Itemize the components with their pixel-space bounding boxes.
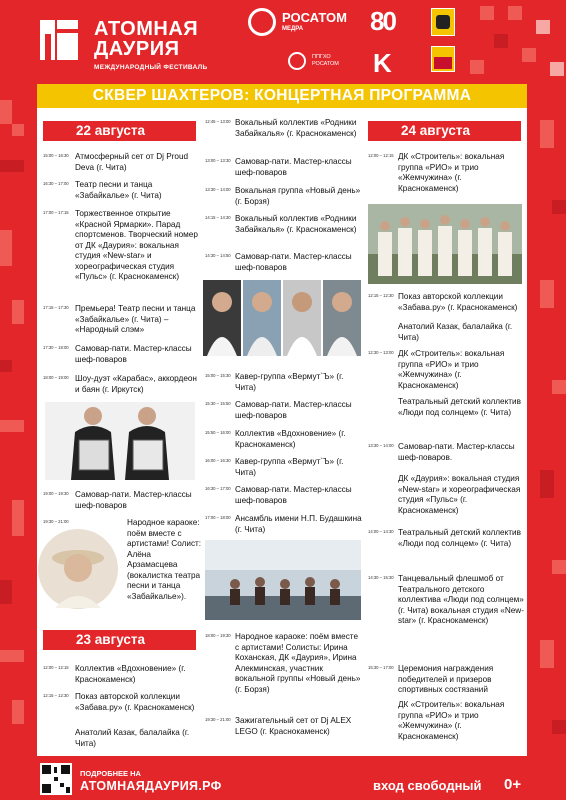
k-logo-icon: K xyxy=(373,48,392,78)
folk-group-photo xyxy=(368,204,522,284)
website-link[interactable]: АТОМНАЯДАУРИЯ.РФ xyxy=(80,779,222,793)
free-entry-label: вход свободный xyxy=(373,778,482,793)
festival-title: АТОМНАЯ ДАУРИЯ xyxy=(94,18,199,60)
rosatom-logo: РОСАТОМ МЕДРА xyxy=(248,8,358,38)
soloist-photo xyxy=(37,528,119,610)
program-banner: СКВЕР ШАХТЕРОВ: КОНЦЕРТНАЯ ПРОГРАММА xyxy=(37,84,527,108)
qr-code-icon[interactable] xyxy=(40,763,72,795)
rosatom-icon xyxy=(248,8,276,36)
chefs-photo xyxy=(203,280,361,356)
festival-subtitle: МЕЖДУНАРОДНЫЙ ФЕСТИВАЛЬ xyxy=(94,64,208,71)
ppgho-icon xyxy=(288,52,306,70)
age-rating-badge: 0+ xyxy=(504,776,522,793)
program-sheet: СКВЕР ШАХТЕРОВ: КОНЦЕРТНАЯ ПРОГРАММА 22 августа 15:00 – 16:30 Атмосферный сет от Dj Proud Deva (г. Чита) 16:30 – 17:00 Театр песни и танца «Забайкалье» (г. Чита) 17:00 – 17:15 Торжественное открытие «Красной Ярмарки». Парад спортсменов. Творческий номер от ДК «Даурия»: вокальная студия «New-star» и хореографическая студия «Пульс» (г. Краснокаменск) 17:15 – 17:30 Премьера! Театр песни и танца «Забайкалье» (г. Чита) – «Народный слэм» 17:30 – 18:00 Самовар-пати. Мастер-классы шеф-поваров 18:00 – 19:00 Шоу-дуэт «Карабас», аккордеон и баян (г. Иркутск) 19:00 – 19:30 Самовар-пати. Мастер-классы шеф-поваров 19:30 – 21:00 Народное караоке: поём вместе с артистами! Солист: Алёна Арзамасцева (вокалистка театра песни и танца «Забайкалье»). 23 августа 12:00 – 12:15 Коллектив «Вдохновение» (г. Краснокаменск) 12:15 – 12:30 Показ авторской коллекции «Забава.ру» (г. Краснокаменск) Анатолий Казак, балалайка (г. Чита) 12:45 – 13:00 Вокальный коллектив «Родники Забайкалья» (г. Краснокаменск) 13:00 – 13:30 Самовар-пати. Мастер-классы шеф-поваров 13:30 – 14:00 Вокальная группа «Новый день» (г. Борзя) 14:15 – 14:30 Вокальный коллектив «Родники Забайкалья» (г. Краснокаменск) 14:30 – 14:50 Самовар-пати. Мастер-классы шеф-поваров 15:00 – 15:30 Кавер-группа «Вермут`Ъ» (г. Чита) 15:30 – 15:50 Самовар-пати. Мастер-классы шеф-поваров 15:50 – 16:00 Коллектив «Вдохновение» (г. Краснокаменск) 16:00 – 16:30 Кавер-группа «Вермут`Ъ» (г. Чита) 16:30 – 17:00 Самовар-пати. Мастер-классы шеф-поваров 17:00 – 18:00 Ансамбль имени Н.П. Будашкина (г. Чита) 18:00 – 19:30 Народное караоке: поём вместе с артистами! Солисты: Ирина Коханская, ДК «Даурия», Ирина Алекминская, участник вокальной группы «Новый день» (г. Борзя) 19:30 – 21:00 Зажигательный сет от Dj ALEX LEGO (г. Краснокаменск) 24 августа 12:00 – 12:15 ДК «Строитель»: вокальная группа «РИО» и трио «Жемчужина» (г. Краснокаменск) 12:15 – 12:30 Показ авторской коллекции «Забава.ру» (г. Краснокаменск) Анатолий Казак, балалайка (г. Чита) 12:30 – 13:00 ДК «Строитель»: вокальная группа «РИО» и трио «Жемчужина» (г. Краснокаменск) Театральный детский коллектив «Люди под солнцем» (г. Чита) 13:30 – 14:00 Самовар-пати. Мастер-классы шеф-поваров. ДК «Даурия»: вокальная студия «New-star» и хореографическая студия «Пульс» (г. Краснокаменск) 14:00 – 14:30 Театральный детский коллектив «Люди под солнцем» (г. Чита) 14:30 – 15:30 Танцевальный флешмоб от Театрального детского коллектива «Люди под солнцем» (г. Чита) вокальная студия «New-star» (г. Краснокаменск) 15:30 – 17:00 Церемония награждения победителей и призеров спортивных состязаний ДК «Строитель»: вокальная группа «РИО» и трио «Жемчужина» (г. Краснокаменск) xyxy=(37,84,527,756)
ppgho-logo: ППГХО РОСАТОМ xyxy=(288,50,358,74)
city-coat-of-arms-icon xyxy=(431,46,455,72)
region-coat-of-arms-icon xyxy=(431,8,455,36)
day-header-24: 24 августа xyxy=(368,121,521,141)
day-header-23: 23 августа xyxy=(43,630,196,650)
more-info-label: ПОДРОБНЕЕ НА xyxy=(80,769,141,778)
anniversary-logo: 80 xyxy=(370,6,395,36)
budashkin-ensemble-photo xyxy=(205,540,361,620)
day-header-22: 22 августа xyxy=(43,121,196,141)
festival-logo-icon xyxy=(40,20,78,60)
karabas-duo-photo xyxy=(45,402,195,480)
